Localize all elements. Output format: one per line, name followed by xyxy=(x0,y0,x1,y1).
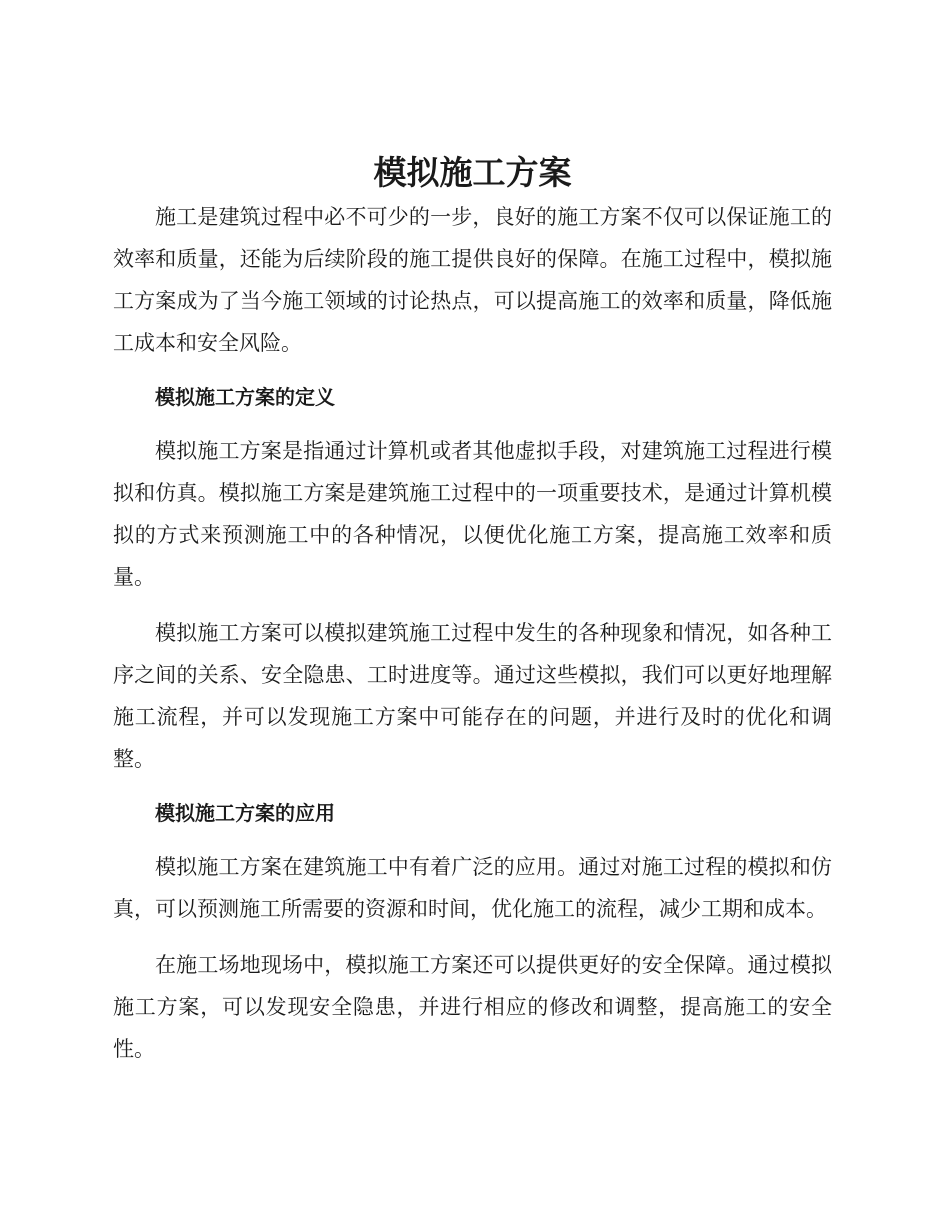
spacer xyxy=(113,598,832,612)
document-title: 模拟施工方案 xyxy=(373,153,572,192)
section-heading-definition: 模拟施工方案的定义 xyxy=(155,385,335,409)
spacer xyxy=(113,930,832,944)
definition-paragraph-1: 模拟施工方案是指通过计算机或者其他虚拟手段，对建筑施工过程进行模拟和仿真。模拟施工方案是建筑施工过程中的一项重要技术，是通过计算机模拟的方式来预测施工中的各种情况，以便优化施工方案，提高施工效率和质量。 xyxy=(113,439,832,589)
spacer xyxy=(113,834,832,846)
application-paragraph-1: 模拟施工方案在建筑施工中有着广泛的应用。通过对施工过程的模拟和仿真，可以预测施工所需要的资源和时间，优化施工的流程，减少工期和成本。 xyxy=(113,855,832,921)
definition-paragraph-2: 模拟施工方案可以模拟建筑施工过程中发生的各种现象和情况，如各种工序之间的关系、安全隐患、工时进度等。通过这些模拟，我们可以更好地理解施工流程，并可以发现施工方案中可能存在的问题，并进行及时的优化和调整。 xyxy=(113,621,832,771)
intro-paragraph: 施工是建筑过程中必不可少的一步，良好的施工方案不仅可以保证施工的效率和质量，还能为后续阶段的施工提供良好的保障。在施工过程中，模拟施工方案成为了当今施工领域的讨论热点，可以提高施工的效率和质量，降低施工成本和安全风险。 xyxy=(113,205,832,355)
spacer xyxy=(113,418,832,430)
spacer xyxy=(113,364,832,376)
application-paragraph-2: 在施工场地现场中，模拟施工方案还可以提供更好的安全保障。通过模拟施工方案，可以发现安全隐患，并进行相应的修改和调整，提高施工的安全性。 xyxy=(113,953,832,1061)
spacer xyxy=(113,780,832,792)
section-heading-application: 模拟施工方案的应用 xyxy=(155,801,335,825)
